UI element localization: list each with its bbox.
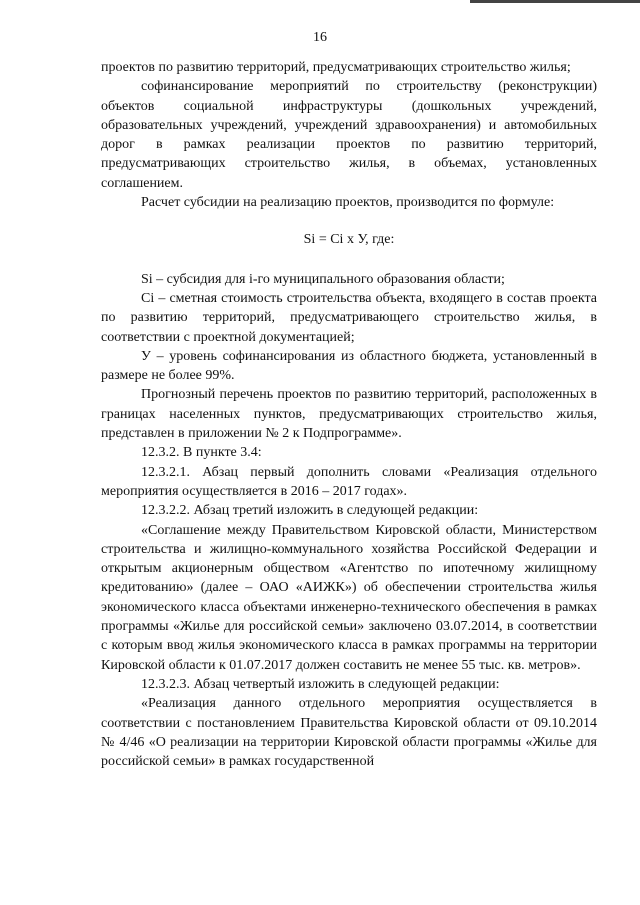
paragraph-si: Si – субсидия для i-го муниципального образования области;: [141, 271, 505, 287]
scan-edge-line: [470, 0, 640, 3]
paragraph-u: У – уровень софинансирования из областного бюджета, установленный в размере не более 99%.: [101, 348, 597, 384]
paragraph-ci: Ci – сметная стоимость строительства объекта, входящего в состав проекта по развитию территорий, предусматривающего строительство жилья, в соответствии с проектной документацией;: [101, 290, 597, 345]
document-body: [101, 58, 597, 771]
paragraph-1: проектов по развитию территорий, предусматривающих строительство жилья;: [101, 60, 571, 75]
paragraph-12-3-2-1: 12.3.2.1. Абзац первый дополнить словами «Реализация отдельного мероприятия осуществляется в 2016 – 2017 годах».: [101, 464, 597, 499]
paragraph-agreement: «Соглашение между Правительством Кировской области, Министерством строительства и жилищно-коммунального хозяйства Российской Федерации и открытым акционерным обществом «Агентство по ипотечному жилищному кредитованию» (далее – ОАО «АИЖК») об обеспечении строительства жилья экономического класса объектами инженерно-технического обеспечения в рамках программы «Жилье для российской семьи» заключено 03.07.2014, в соответствии с которым ввод жилья экономического класса в рамках программы на территории Кировской области к 01.07.2017 должен составить не менее 55 тыс. кв. метров».: [101, 522, 597, 673]
page-number: 16: [313, 30, 327, 45]
formula: Si = Ci x У, где:: [303, 232, 395, 248]
paragraph-12-3-2: 12.3.2. В пункте 3.4:: [141, 445, 262, 461]
paragraph-3: Расчет субсидии на реализацию проектов, производится по формуле:: [141, 195, 555, 211]
paragraph-forecast: Прогнозный перечень проектов по развитию территорий, расположенных в границах населенных пунктов, предусматривающих строительство жилья, представлен в приложении № 2 к Подпрограмме».: [101, 387, 597, 442]
paragraph-12-3-2-3: 12.3.2.3. Абзац четвертый изложить в следующей редакции:: [141, 676, 500, 692]
paragraph-12-3-2-2: 12.3.2.2. Абзац третий изложить в следующей редакции:: [141, 503, 479, 519]
paragraph-implementation: «Реализация данного отдельного мероприятия осуществляется в соответствии с постановлением Правительства Кировской области от 09.10.2014 № 4/46 «О реализации на территории Кировской области программы «Жилье для российской семьи» в рамках государственной: [101, 696, 597, 770]
paragraph-2: софинансирование мероприятий по строительству (реконструкции) объектов социальной инфраструктуры (дошкольных учреждений, образовательных учреждений, учреждений здравоохранения) и автомобильных дорог в рамках реализации проектов по развитию территорий, предусматривающих строительство жилья, в объемах, установленных соглашением.: [101, 79, 597, 191]
